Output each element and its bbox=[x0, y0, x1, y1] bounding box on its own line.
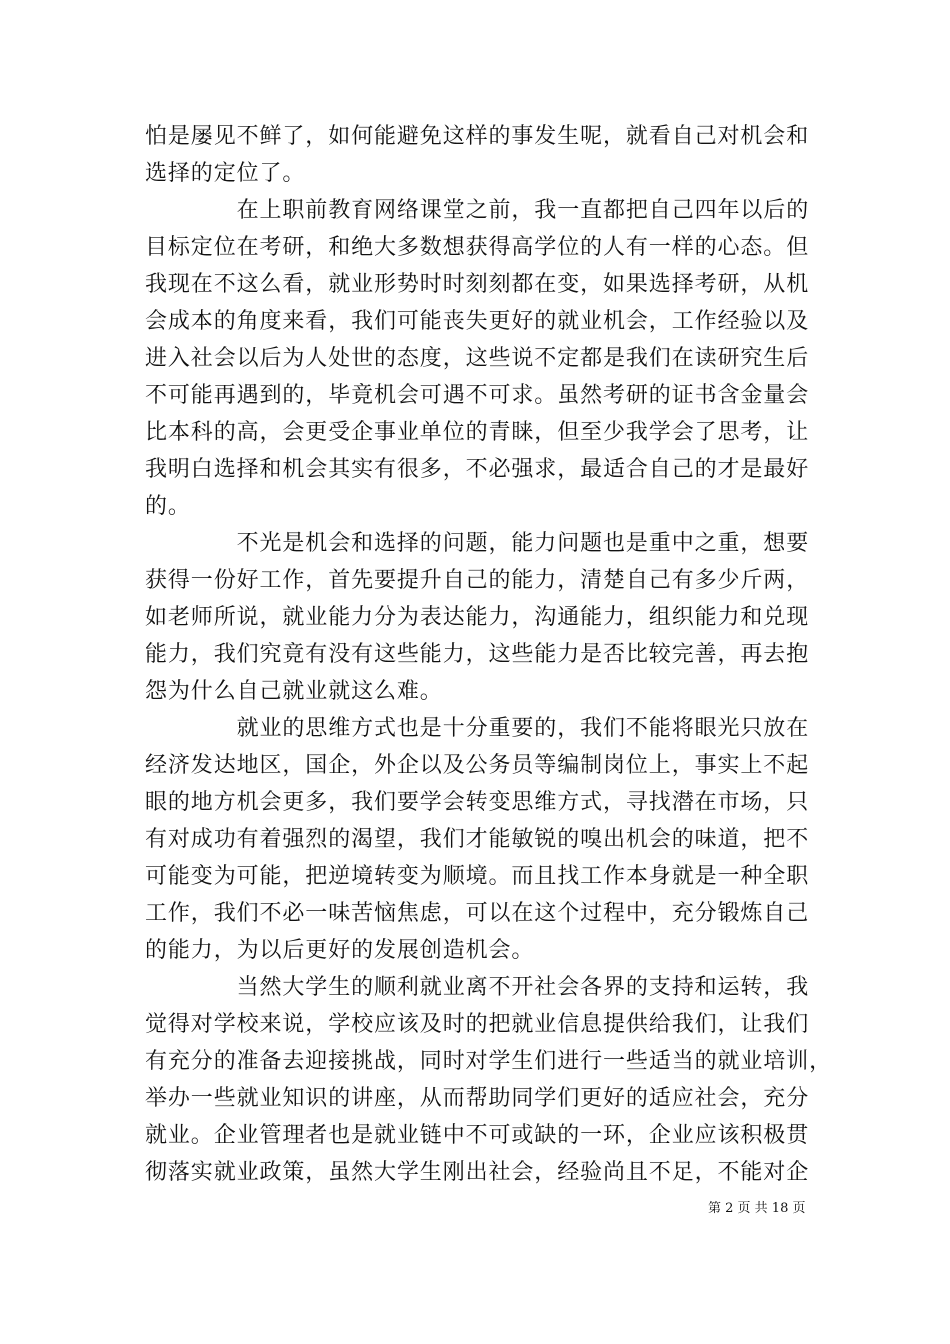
text-line: 如老师所说，就业能力分为表达能力，沟通能力，组织能力和兑现 bbox=[145, 605, 810, 630]
text-line: 举办一些就业知识的讲座，从而帮助同学们更好的适应社会，充分 bbox=[145, 1086, 810, 1111]
text-line: 的能力，为以后更好的发展创造机会。 bbox=[145, 938, 535, 963]
page-number: 第 2 页 共 18 页 bbox=[708, 1201, 806, 1216]
text-line: 可能变为可能，把逆境转变为顺境。而且找工作本身就是一种全职 bbox=[145, 864, 810, 889]
text-line: 经济发达地区，国企，外企以及公务员等编制岗位上，事实上不起 bbox=[145, 753, 810, 778]
text-line: 觉得对学校来说，学校应该及时的把就业信息提供给我们，让我们 bbox=[145, 1012, 810, 1037]
text-line: 彻落实就业政策，虽然大学生刚出社会，经验尚且不足，不能对企 bbox=[145, 1160, 810, 1185]
text-line: 有充分的准备去迎接挑战，同时对学生们进行一些适当的就业培训， bbox=[145, 1049, 833, 1074]
text-line: 获得一份好工作，首先要提升自己的能力，清楚自己有多少斤两， bbox=[145, 568, 810, 593]
text-line: 选择的定位了。 bbox=[145, 161, 306, 186]
text-line: 就业。企业管理者也是就业链中不可或缺的一环，企业应该积极贯 bbox=[145, 1123, 810, 1148]
text-line: 眼的地方机会更多，我们要学会转变思维方式，寻找潜在市场，只 bbox=[145, 790, 810, 815]
text-line: 我明白选择和机会其实有很多，不必强求，最适合自己的才是最好 bbox=[145, 457, 810, 482]
text-line: 有对成功有着强烈的渴望，我们才能敏锐的嗅出机会的味道，把不 bbox=[145, 827, 810, 852]
text-line: 比本科的高，会更受企事业单位的青睐，但至少我学会了思考，让 bbox=[145, 420, 810, 445]
text-line: 能力，我们究竟有没有这些能力，这些能力是否比较完善，再去抱 bbox=[145, 642, 810, 667]
text-line: 在上职前教育网络课堂之前，我一直都把自己四年以后的 bbox=[145, 198, 810, 223]
text-line: 的。 bbox=[145, 494, 191, 519]
text-line: 目标定位在考研，和绝大多数想获得高学位的人有一样的心态。但 bbox=[145, 235, 810, 260]
text-line: 我现在不这么看，就业形势时时刻刻都在变，如果选择考研，从机 bbox=[145, 272, 810, 297]
text-line: 不可能再遇到的，毕竟机会可遇不可求。虽然考研的证书含金量会 bbox=[145, 383, 810, 408]
text-line: 怕是屡见不鲜了，如何能避免这样的事发生呢，就看自己对机会和 bbox=[145, 124, 810, 149]
text-line: 当然大学生的顺利就业离不开社会各界的支持和运转，我 bbox=[145, 975, 810, 1000]
text-line: 工作，我们不必一味苦恼焦虑，可以在这个过程中，充分锻炼自己 bbox=[145, 901, 810, 926]
text-line: 不光是机会和选择的问题，能力问题也是重中之重，想要 bbox=[145, 531, 810, 556]
text-line: 就业的思维方式也是十分重要的，我们不能将眼光只放在 bbox=[145, 716, 810, 741]
text-line: 会成本的角度来看，我们可能丧失更好的就业机会，工作经验以及 bbox=[145, 309, 810, 334]
text-line: 怨为什么自己就业就这么难。 bbox=[145, 679, 443, 704]
text-line: 进入社会以后为人处世的态度，这些说不定都是我们在读研究生后 bbox=[145, 346, 810, 371]
